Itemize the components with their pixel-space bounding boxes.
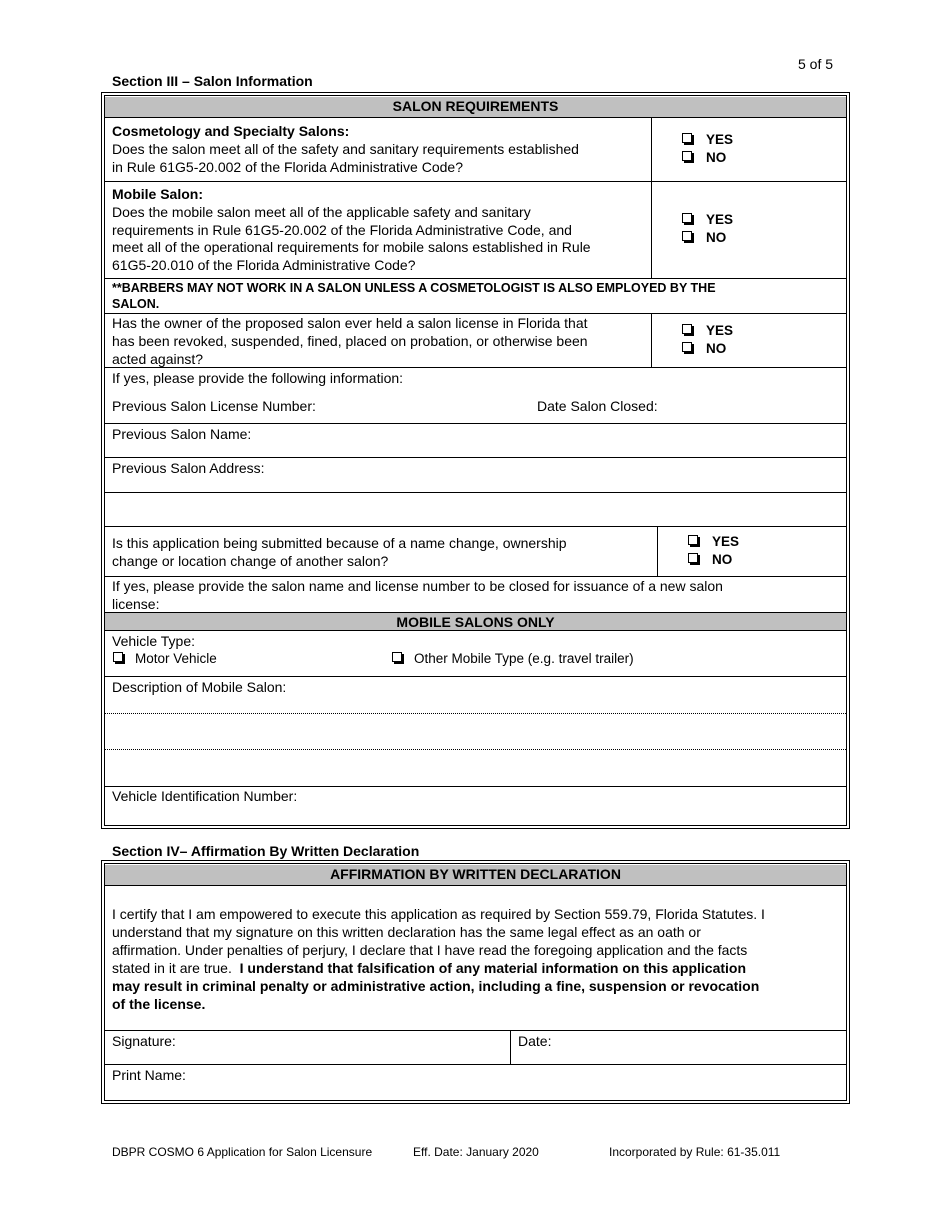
barbers-notice-1: **BARBERS MAY NOT WORK IN A SALON UNLESS A COSMETOLOGIST IS ALSO EMPLOYED BY THE: [112, 281, 716, 295]
q2-text-1: Does the mobile salon meet all of the applicable safety and sanitary: [112, 204, 531, 220]
affirmation-text-5: may result in criminal penalty or administrative action, including a fine, suspension or revocation: [112, 978, 760, 994]
checkbox-icon: [682, 213, 692, 223]
checkbox-icon: [682, 133, 692, 143]
q1-heading: Cosmetology and Specialty Salons:: [112, 123, 350, 139]
dotted-line: [105, 749, 846, 750]
if-yes-close-text-2: license:: [112, 596, 160, 612]
mobile-salons-header: MOBILE SALONS ONLY: [105, 612, 846, 631]
q4-no-checkbox[interactable]: NO: [688, 551, 732, 569]
affirmation-text-2: understand that my signature on this written declaration has the same legal effect as an oath or: [112, 924, 701, 940]
divider: [105, 423, 846, 424]
salon-requirements-header: SALON REQUIREMENTS: [105, 97, 846, 118]
q2-text-3: meet all of the operational requirements for mobile salons established in Rule: [112, 239, 591, 255]
divider: [105, 492, 846, 493]
affirmation-header: AFFIRMATION BY WRITTEN DECLARATION: [105, 865, 846, 886]
q3-text-3: acted against?: [112, 351, 204, 367]
checkbox-icon: [688, 535, 698, 545]
column-divider: [657, 526, 658, 576]
affirmation-text-4: stated in it are true. I understand that falsification of any material information on this application: [112, 960, 747, 976]
column-divider: [651, 313, 652, 368]
print-name-label: Print Name:: [112, 1067, 186, 1083]
section-4-title: Section IV– Affirmation By Written Declaration: [112, 843, 420, 859]
column-divider: [510, 1030, 511, 1064]
footer-rule: Incorporated by Rule: 61-35.011: [609, 1145, 781, 1159]
q2-yes-checkbox[interactable]: YES: [682, 211, 733, 229]
q2-text-2: requirements in Rule 61G5-20.002 of the Florida Administrative Code, and: [112, 222, 572, 238]
if-yes-info-text: If yes, please provide the following information:: [112, 370, 404, 386]
vehicle-type-label: Vehicle Type:: [112, 633, 196, 649]
vin-label: Vehicle Identification Number:: [112, 788, 298, 804]
q4-text-1: Is this application being submitted because of a name change, ownership: [112, 535, 567, 551]
previous-salon-name-label: Previous Salon Name:: [112, 426, 252, 442]
if-yes-close-text-1: If yes, please provide the salon name and license number to be closed for issuance of a new salon: [112, 578, 723, 594]
previous-license-number-label: Previous Salon License Number:: [112, 398, 316, 414]
date-salon-closed-label: Date Salon Closed:: [537, 398, 658, 414]
divider: [105, 181, 846, 182]
checkbox-icon: [688, 553, 698, 563]
description-mobile-salon-label: Description of Mobile Salon:: [112, 679, 287, 695]
motor-vehicle-checkbox[interactable]: Motor Vehicle: [113, 650, 217, 668]
q3-text-1: Has the owner of the proposed salon ever held a salon license in Florida that: [112, 315, 588, 331]
column-divider: [651, 118, 652, 278]
q4-text-2: change or location change of another salon?: [112, 553, 389, 569]
divider: [105, 676, 846, 677]
checkbox-icon: [392, 652, 402, 662]
section-3-title: Section III – Salon Information: [112, 73, 313, 89]
q3-yes-checkbox[interactable]: YES: [682, 322, 733, 340]
divider: [105, 367, 846, 368]
q4-yes-checkbox[interactable]: YES: [688, 533, 739, 551]
affirmation-text-3: affirmation. Under penalties of perjury, I declare that I have read the foregoing application and the facts: [112, 942, 748, 958]
q2-text-4: 61G5-20.010 of the Florida Administrative Code?: [112, 257, 416, 273]
q1-yes-checkbox[interactable]: YES: [682, 131, 733, 149]
divider: [105, 278, 846, 279]
signature-label: Signature:: [112, 1033, 176, 1049]
q3-no-checkbox[interactable]: NO: [682, 340, 726, 358]
affirmation-text-1: I certify that I am empowered to execute this application as required by Section 559.79, Florida Statutes. I: [112, 906, 765, 922]
page-number: 5 of 5: [798, 56, 834, 72]
dotted-line: [105, 713, 846, 714]
divider: [105, 526, 846, 527]
checkbox-icon: [682, 151, 692, 161]
other-mobile-type-checkbox[interactable]: Other Mobile Type (e.g. travel trailer): [392, 650, 634, 668]
q1-text-1: Does the salon meet all of the safety and sanitary requirements established: [112, 141, 579, 157]
divider: [105, 1030, 846, 1031]
q2-no-checkbox[interactable]: NO: [682, 229, 726, 247]
footer-form-name: DBPR COSMO 6 Application for Salon Licensure: [112, 1145, 373, 1159]
affirmation-text-6: of the license.: [112, 996, 206, 1012]
q1-no-checkbox[interactable]: NO: [682, 149, 726, 167]
previous-salon-address-label: Previous Salon Address:: [112, 460, 265, 476]
divider: [105, 457, 846, 458]
barbers-notice-2: SALON.: [112, 297, 160, 311]
q1-text-2: in Rule 61G5-20.002 of the Florida Administrative Code?: [112, 159, 463, 175]
checkbox-icon: [682, 324, 692, 334]
footer-eff-date: Eff. Date: January 2020: [413, 1145, 539, 1159]
q3-text-2: has been revoked, suspended, fined, placed on probation, or otherwise been: [112, 333, 588, 349]
date-label: Date:: [518, 1033, 552, 1049]
checkbox-icon: [682, 342, 692, 352]
divider: [105, 1064, 846, 1065]
q2-heading: Mobile Salon:: [112, 186, 203, 202]
checkbox-icon: [682, 231, 692, 241]
checkbox-icon: [113, 652, 123, 662]
